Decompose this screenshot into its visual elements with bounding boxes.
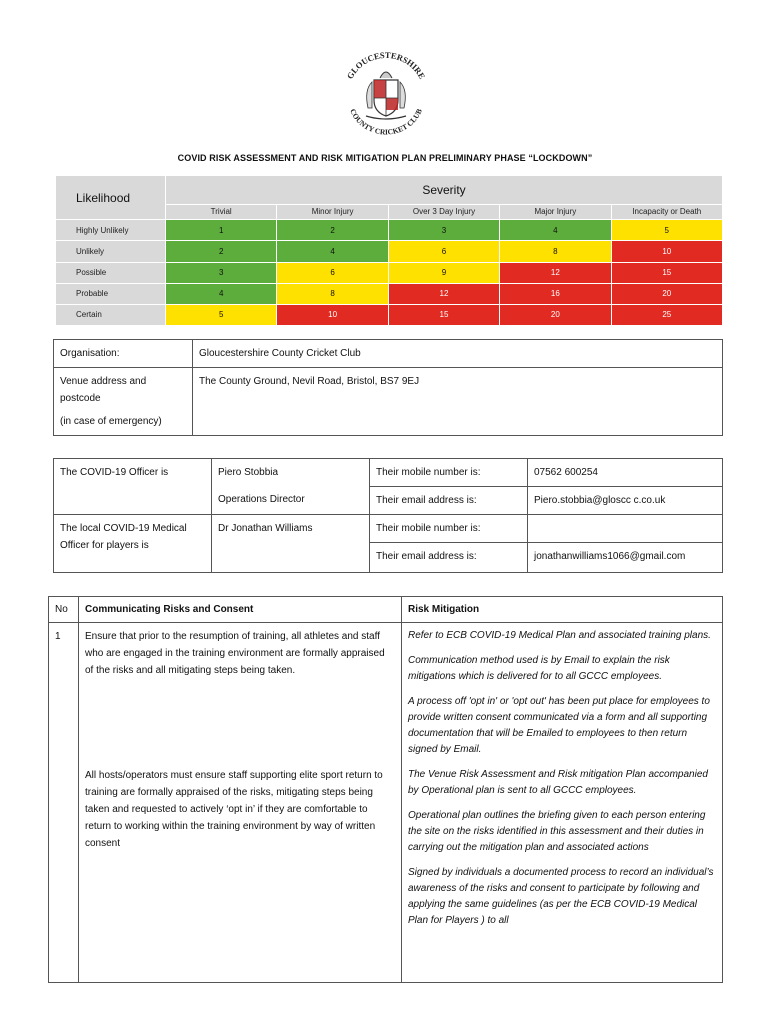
risk-table [48,596,723,983]
medical-officer-mobile [528,515,723,543]
mitigation-text: Refer to ECB COVID-19 Medical Plan and associated training plans. [408,630,711,641]
column-no: No [49,597,79,623]
risk-score-cell: 15 [611,262,722,283]
logo-bottom-text: COUNTY CRICKET CLUB [348,107,424,137]
risk-score-cell: 6 [277,262,388,283]
severity-level: Major Injury [500,204,611,220]
covid-officer-name: Piero Stobbia [218,467,279,478]
mobile-label: Their mobile number is: [370,459,528,487]
severity-level: Incapacity or Death [611,204,722,220]
risk-score-cell: 15 [388,304,499,325]
risk-score-cell: 1 [166,220,277,241]
medical-officer-label: The local COVID-19 Medical Officer for players is [54,515,212,573]
covid-officer-label: The COVID-19 Officer is [54,459,212,515]
covid-officer-role: Operations Director [218,494,305,505]
venue-value: The County Ground, Nevil Road, Bristol, BS7 9EJ [193,368,723,436]
risk-score-cell: 16 [500,283,611,304]
likelihood-label: Certain [56,304,166,325]
risk-text: Ensure that prior to the resumption of training, all athletes and staff who are engaged in the training environment are formally appraised of the risks and all mitigating steps being taken. [85,631,385,676]
severity-level: Trivial [166,204,277,220]
mitigation-text: The Venue Risk Assessment and Risk mitigation Plan accompanied by Operational plan is sent to all GCCC employees. [408,769,708,796]
column-risk: Communicating Risks and Consent [79,597,402,623]
severity-header: Severity [166,176,723,205]
mitigation-text: Operational plan outlines the briefing given to each person entering the site on the risks identified in this assessment and their duties in carrying out the mitigation plan and associated actions [408,810,706,853]
matrix-row [56,262,723,283]
matrix-row [56,283,723,304]
risk-score-cell: 4 [500,220,611,241]
risk-score-cell: 3 [388,220,499,241]
risk-score-cell: 10 [277,304,388,325]
risk-score-cell: 12 [500,262,611,283]
organisation-table [53,339,723,436]
severity-level: Over 3 Day Injury [388,204,499,220]
risk-score-cell: 2 [166,241,277,262]
mitigation-text: A process off 'opt in' or 'opt out' has been put place for employees to provide written consent communicated via a form and all supporting documentation that will be Emailed to employees to then return signed by Email. [408,696,710,755]
likelihood-label: Highly Unlikely [56,220,166,241]
risk-score-cell: 4 [277,241,388,262]
likelihood-label: Probable [56,283,166,304]
mitigation-text: Communication method used is by Email to explain the risk mitigations which is delivered for to all GCCC employees. [408,655,670,682]
risk-score-cell: 4 [166,283,277,304]
risk-score-cell: 5 [166,304,277,325]
matrix-row [56,220,723,241]
risk-score-cell: 10 [611,241,722,262]
risk-score-cell: 20 [611,283,722,304]
venue-note: (in case of emergency) [60,416,162,427]
risk-score-cell: 8 [277,283,388,304]
logo-top-text: GLOUCESTERSHIRE [344,52,428,81]
likelihood-header: Likelihood [56,176,166,220]
matrix-row [56,241,723,262]
medical-officer-email: jonathanwilliams1066@gmail.com [528,543,723,573]
club-crest-logo [336,52,436,140]
venue-label: Venue address and postcode [60,376,147,404]
risk-score-cell: 20 [500,304,611,325]
risk-score-cell: 12 [388,283,499,304]
covid-officer-mobile: 07562 600254 [528,459,723,487]
email-label: Their email address is: [370,543,528,573]
email-label: Their email address is: [370,487,528,515]
risk-score-cell: 25 [611,304,722,325]
risk-score-cell: 3 [166,262,277,283]
row-number: 1 [49,623,79,983]
likelihood-label: Unlikely [56,241,166,262]
risk-text: All hosts/operators must ensure staff supporting elite sport return to training are formally appraised of the risks, mitigating steps being taken and requested to actively ‘opt in’ if they are comfortable to return to working within the training environment by way of written consent [85,770,383,849]
likelihood-label: Possible [56,262,166,283]
organisation-value: Gloucestershire County Cricket Club [193,340,723,368]
mitigation-text: Signed by individuals a documented process to record an individual’s awareness of the risks and consent to participate by following and applying the same guidelines (as per the ECB COVID-19 Medical Plan for Players ) to all [408,867,714,926]
medical-officer-name: Dr Jonathan Williams [212,515,370,573]
organisation-label: Organisation: [54,340,193,368]
officers-table [53,458,723,573]
column-mitigation: Risk Mitigation [402,597,723,623]
mobile-label: Their mobile number is: [370,515,528,543]
matrix-row [56,304,723,325]
risk-score-cell: 8 [500,241,611,262]
risk-score-cell: 6 [388,241,499,262]
risk-matrix [55,175,723,326]
document-title: COVID RISK ASSESSMENT AND RISK MITIGATION PLAN PRELIMINARY PHASE “LOCKDOWN” [177,153,593,163]
risk-score-cell: 9 [388,262,499,283]
severity-level: Minor Injury [277,204,388,220]
risk-score-cell: 5 [611,220,722,241]
risk-score-cell: 2 [277,220,388,241]
covid-officer-email: Piero.stobbia@gloscc c.co.uk [528,487,723,515]
